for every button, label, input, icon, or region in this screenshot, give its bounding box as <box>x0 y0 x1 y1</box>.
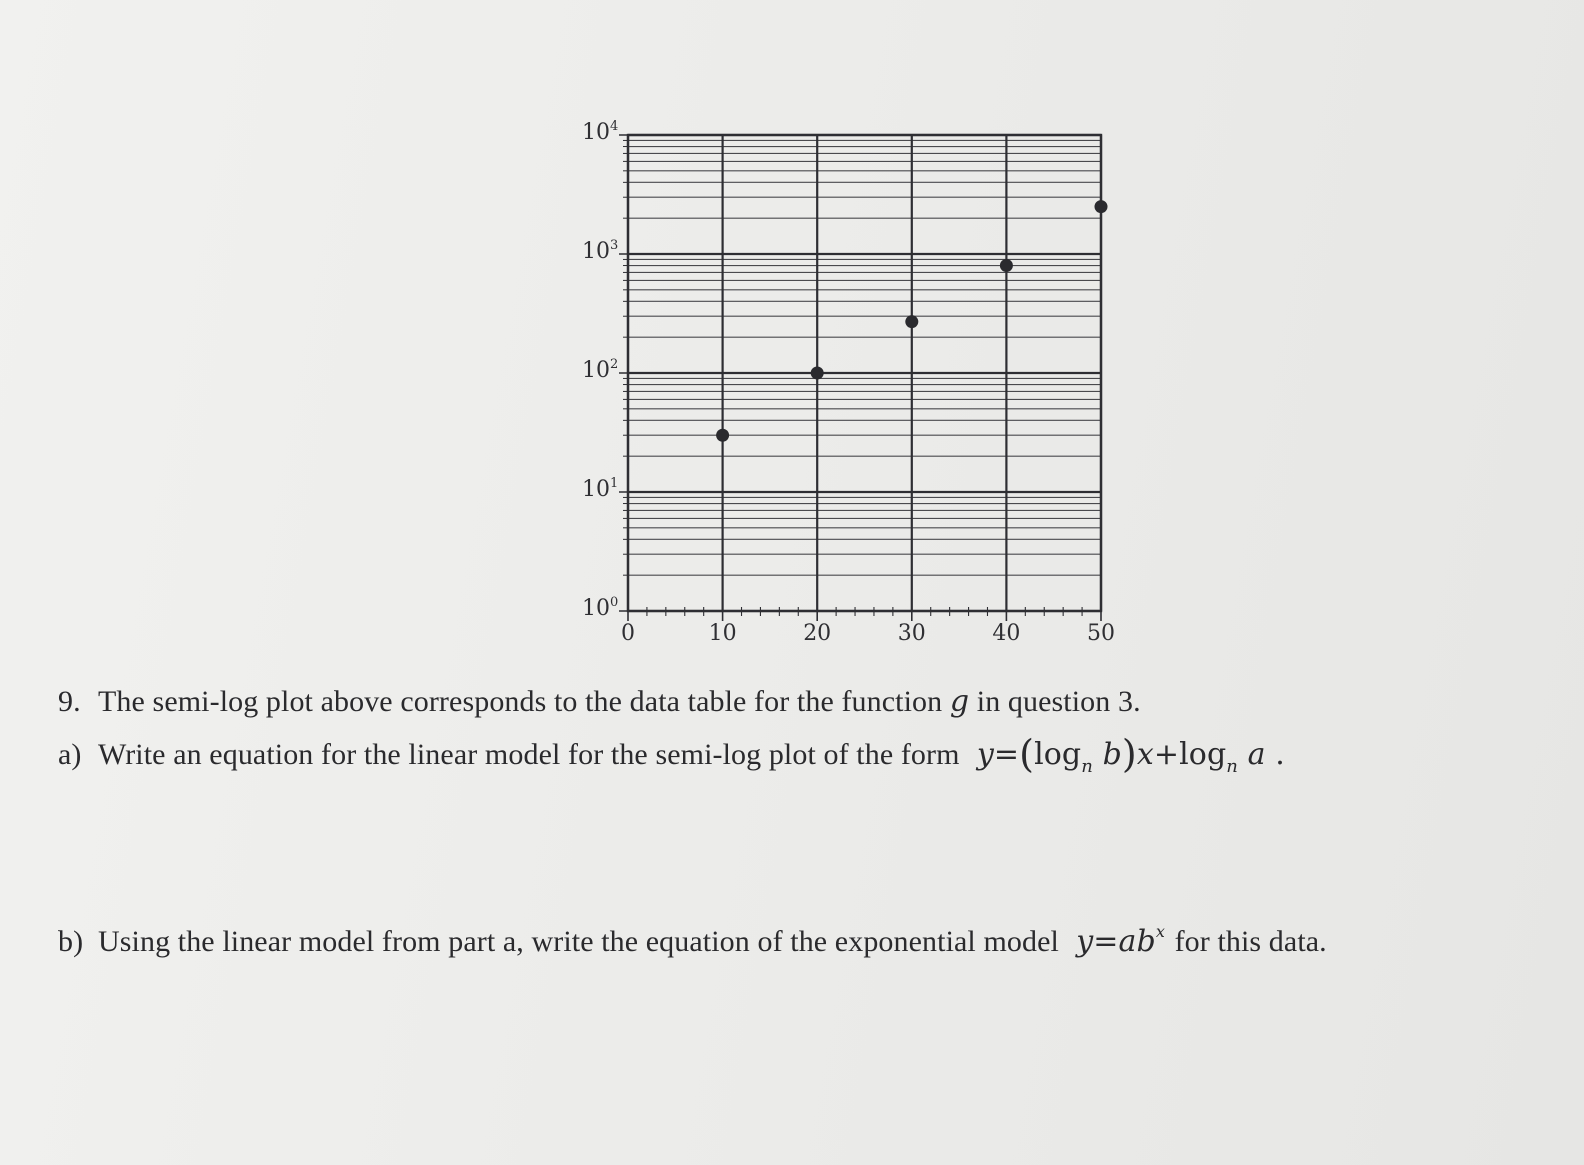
x-tick-label: 30 <box>897 621 926 646</box>
y-tick-label: $10^1$ <box>582 476 619 502</box>
linear-model-form: $y=(\log_n$ $b)x+\log_n$ a . <box>976 732 1285 777</box>
y-tick-label: $10^3$ <box>582 238 619 264</box>
data-point <box>811 367 824 380</box>
x-tick-label: 40 <box>992 621 1021 646</box>
plot-minor-grid <box>628 140 1101 575</box>
question-9-tail: in question 3. <box>976 685 1141 718</box>
plot-x-tick-labels <box>621 621 1115 646</box>
x-tick-label: 0 <box>621 621 635 646</box>
question-9b-text: Using the linear model from part a, write the equation of the exponential model <box>98 925 1059 958</box>
y-tick-label: $10^4$ <box>582 119 619 145</box>
exponential-model-form: $y=ab^x$ <box>1076 922 1165 959</box>
data-point <box>1000 259 1013 272</box>
data-point <box>1095 200 1108 213</box>
y-tick-label: $10^2$ <box>582 357 619 383</box>
question-9b-label: b) <box>58 925 84 958</box>
x-tick-label: 10 <box>708 621 737 646</box>
question-9-text: The semi-log plot above corresponds to the data table for the function <box>98 685 943 718</box>
x-tick-label: 50 <box>1087 621 1115 646</box>
question-9a-text: Write an equation for the linear model for the semi-log plot of the form <box>98 738 960 771</box>
question-9b-tail: for this data. <box>1174 925 1327 958</box>
question-9-number: 9. <box>58 685 81 718</box>
plot-y-tick-labels <box>582 119 618 621</box>
question-9b <box>58 922 1327 959</box>
question-9a-label: a) <box>58 738 82 771</box>
function-g: g <box>949 684 970 719</box>
data-point <box>905 315 918 328</box>
question-9 <box>58 684 1141 719</box>
y-tick-label: $10^0$ <box>582 595 619 621</box>
x-tick-label: 20 <box>803 621 832 646</box>
data-point <box>716 429 729 442</box>
question-9a <box>58 732 1285 777</box>
